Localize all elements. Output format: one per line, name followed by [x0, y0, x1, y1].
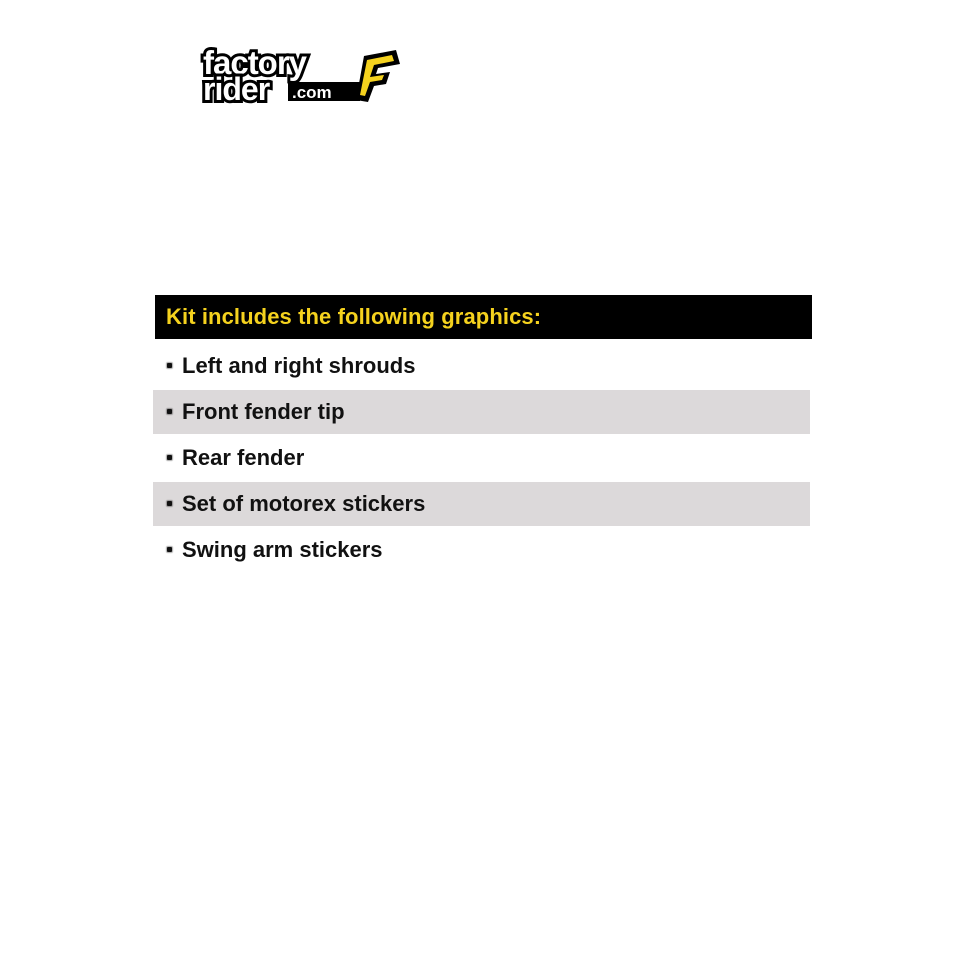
list-item-label: Front fender tip: [182, 399, 345, 424]
list-item-label: Swing arm stickers: [182, 537, 383, 562]
kit-items-list: [153, 344, 810, 574]
bullet-icon: [167, 547, 172, 552]
kit-heading: Kit includes the following graphics:: [166, 304, 542, 329]
list-item: [153, 344, 810, 388]
bullet-icon: [167, 501, 172, 506]
list-item: [153, 436, 810, 480]
list-item: [153, 528, 810, 572]
logo-line2: rider: [203, 71, 270, 106]
list-item: [153, 390, 810, 434]
list-item-label: Rear fender: [182, 445, 305, 470]
list-item: [153, 482, 810, 526]
list-item-label: Set of motorex stickers: [182, 491, 426, 516]
logo-f-mark: [356, 50, 400, 102]
logo-line1: factory: [203, 44, 307, 81]
bullet-icon: [167, 455, 172, 460]
bullet-icon: [167, 363, 172, 368]
bullet-icon: [167, 409, 172, 414]
logo-graphic: [200, 44, 405, 106]
list-item-label: Left and right shrouds: [182, 353, 416, 378]
kit-header-bar: [155, 295, 812, 339]
logo-suffix: .com: [292, 83, 332, 102]
factoryrider-logo: [200, 44, 405, 106]
